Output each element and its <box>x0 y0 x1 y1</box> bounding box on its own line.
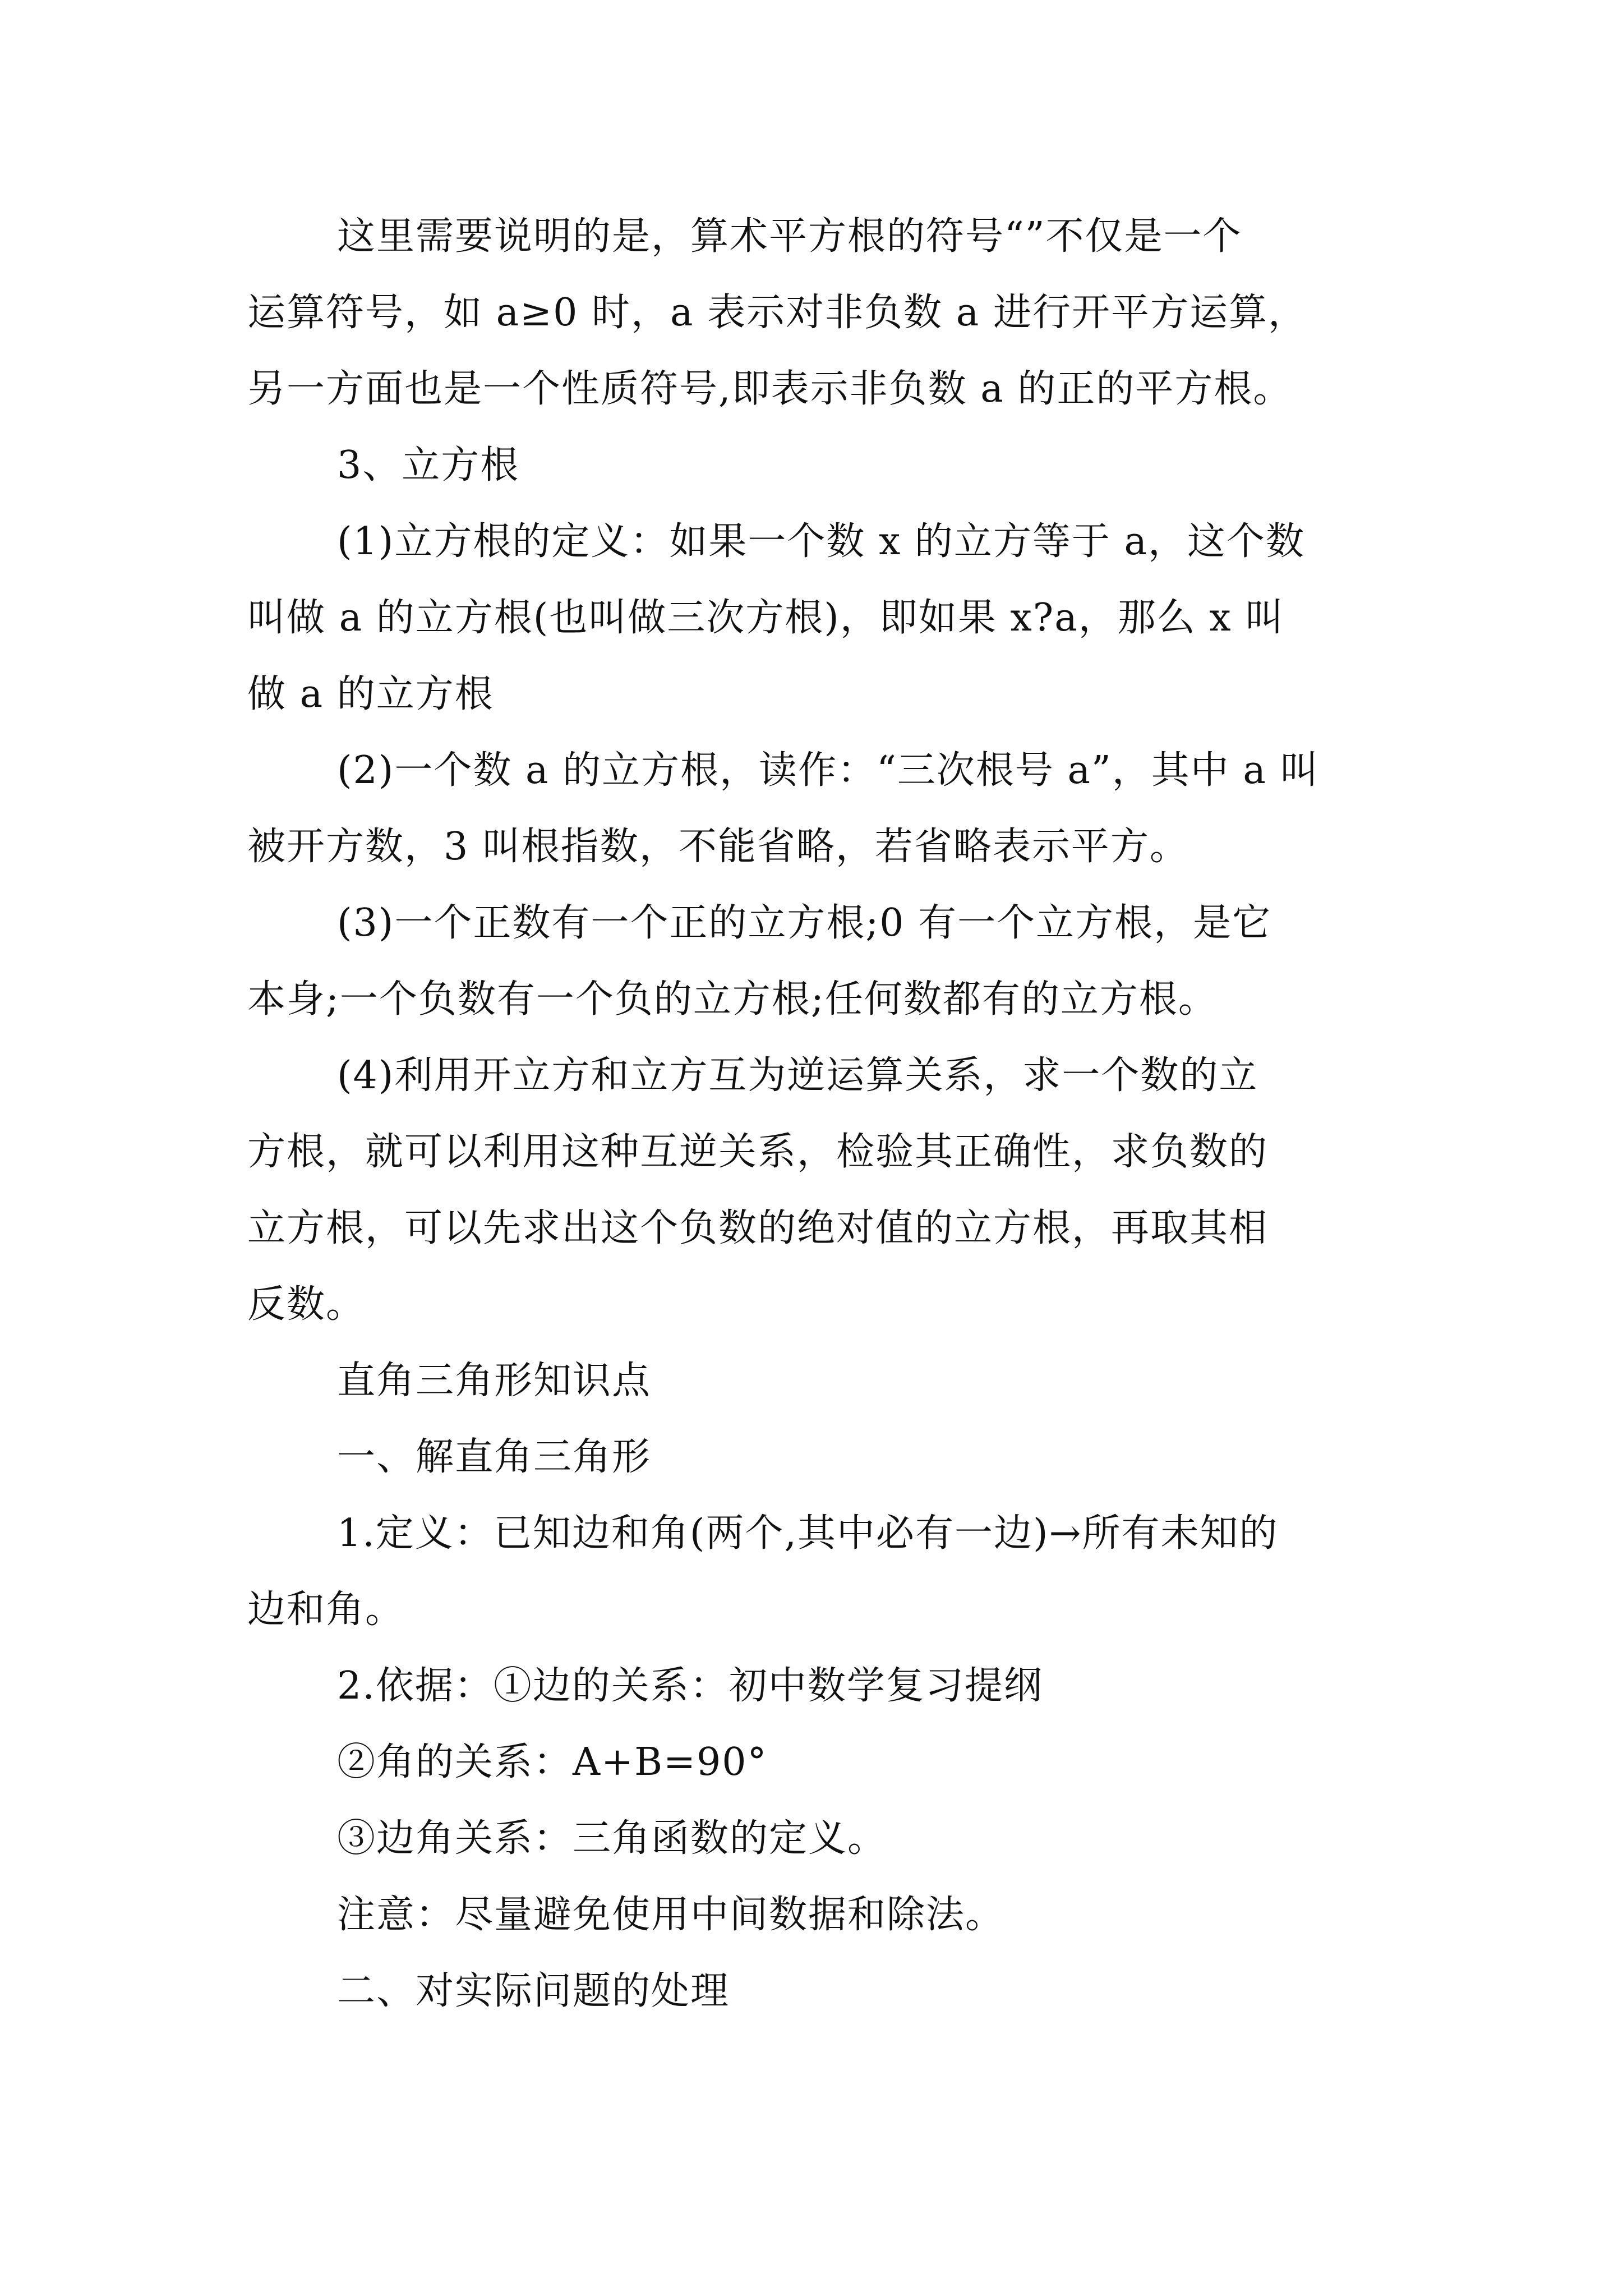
section-heading: 3、立方根 <box>337 443 520 487</box>
paragraph-line: 注意：尽量避免使用中间数据和除法。 <box>337 1893 1005 1937</box>
paragraph-line: (2)一个数 a 的立方根，读作：“三次根号 a”，其中 a 叫 <box>337 748 1320 793</box>
section-heading: 直角三角形知识点 <box>337 1359 652 1403</box>
paragraph-line: 1.定义：已知边和角(两个,其中必有一边)→所有未知的 <box>337 1511 1279 1556</box>
paragraph-line: 反数。 <box>247 1282 366 1327</box>
paragraph-line: (1)立方根的定义：如果一个数 x 的立方等于 a，这个数 <box>337 519 1306 564</box>
paragraph-line: (4)利用开立方和立方互为逆运算关系，求一个数的立 <box>337 1053 1258 1098</box>
paragraph-line: 被开方数，3 叫根指数，不能省略，若省略表示平方。 <box>247 825 1189 869</box>
paragraph-line: 方根，就可以利用这种互逆关系，检验其正确性，求负数的 <box>247 1130 1269 1174</box>
paragraph-line: 2.依据：①边的关系：初中数学复习提纲 <box>337 1664 1043 1708</box>
paragraph-line: ③边角关系：三角函数的定义。 <box>337 1816 887 1861</box>
paragraph-line: 边和角。 <box>247 1588 405 1632</box>
paragraph-line: 做 a 的立方根 <box>247 672 494 716</box>
paragraph-line: ②角的关系：A+B=90° <box>337 1740 768 1784</box>
paragraph-line: 这里需要说明的是，算术平方根的符号“”不仅是一个 <box>337 214 1242 259</box>
section-heading: 一、解直角三角形 <box>337 1435 652 1479</box>
paragraph-line: (3)一个正数有一个正的立方根;0 有一个立方根，是它 <box>337 901 1272 945</box>
paragraph-line: 本身;一个负数有一个负的立方根;任何数都有的立方根。 <box>247 977 1218 1022</box>
paragraph-line: 立方根，可以先求出这个负数的绝对值的立方根，再取其相 <box>247 1206 1269 1250</box>
paragraph-line: 叫做 a 的立方根(也叫做三次方根)，即如果 x?a，那么 x 叫 <box>247 596 1285 640</box>
paragraph-line: 另一方面也是一个性质符号,即表示非负数 a 的正的平方根。 <box>247 367 1293 411</box>
section-heading: 二、对实际问题的处理 <box>337 1969 730 2013</box>
paragraph-line: 运算符号，如 a≥0 时，a 表示对非负数 a 进行开平方运算， <box>247 291 1307 335</box>
